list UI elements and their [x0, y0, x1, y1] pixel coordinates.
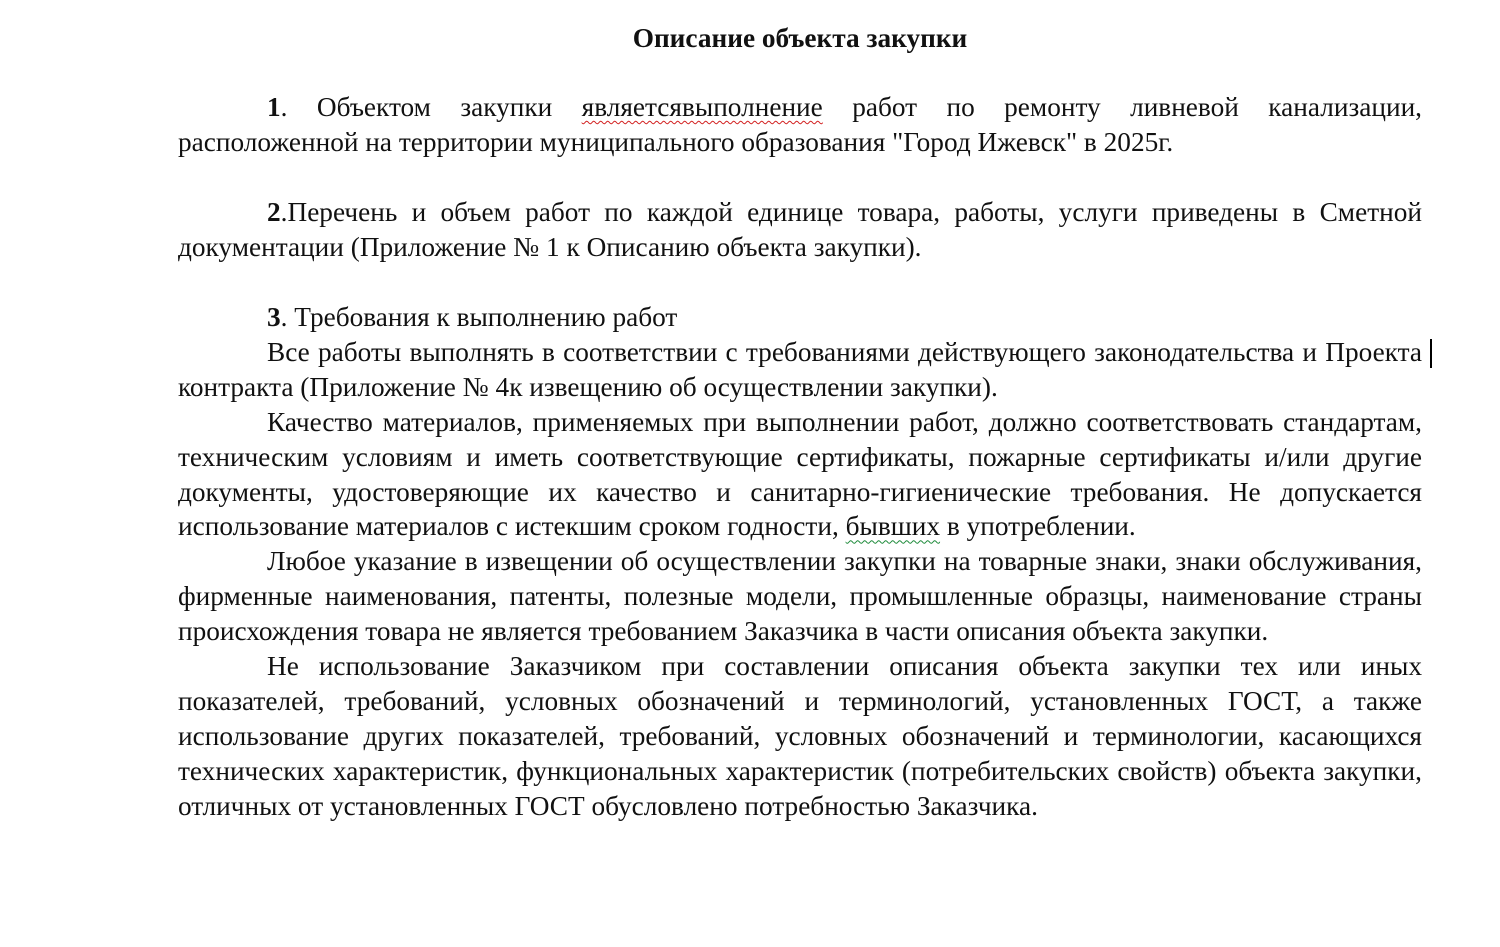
section-1-number: 1 — [267, 92, 281, 122]
section-1-paragraph — [178, 90, 1422, 160]
misspelled-word[interactable]: являетсявыполнение — [581, 92, 823, 122]
document-title: Описание объекта закупки — [632, 23, 968, 53]
section-3-paragraph-2-after: в употреблении. — [940, 511, 1136, 542]
grammar-flagged-word[interactable]: бывших — [845, 511, 941, 542]
section-2-paragraph — [178, 195, 1422, 265]
section-3-paragraph-3: Любое указание в извещении об осуществлении закупки на товарные знаки, знаки обслуживания, фирменные наименования, патенты, полезные модели, промышленные образцы, наименование страны происхождения товара не является требованием Заказчика в части описания объекта закупки. — [178, 546, 1422, 647]
section-3-paragraph-1: Все работы выполнять в соответствии с требованиями действующего законодательства и Проекта контракта (Приложение № 4к извещению об осуществлении закупки). — [178, 336, 1422, 402]
section-3-paragraph-2 — [178, 405, 1422, 545]
section-2-number: 2 — [267, 197, 281, 227]
text-cursor — [1430, 339, 1432, 368]
section-3-heading — [178, 300, 1422, 335]
section-1 — [178, 90, 1422, 160]
section-1-text-after: работ по ремонту ливневой канализации, расположенной на территории муниципального образования "Город Ижевск" в 2025г. — [178, 92, 1422, 157]
section-3 — [178, 300, 1422, 824]
section-2 — [178, 195, 1422, 265]
section-3-paragraph-2-before: Качество материалов, применяемых при выполнении работ, должно соответствовать стандартам, техническим условиям и иметь соответствующие сертификаты, пожарные сертификаты и/или другие документы, удостоверяющие их качество и санитарно-гигиенические требования. Не допускается использование материалов с истекшим сроком годности, — [178, 406, 1422, 542]
section-3-paragraph-4: Не использование Заказчиком при составлении описания объекта закупки тех или иных показателей, требований, условных обозначений и терминологий, установленных ГОСТ, а также использование других показателей, требований, условных обозначений и терминологии, касающихся технических характеристик, функциональных характеристик (потребительских свойств) объекта закупки, отличных от установленных ГОСТ обусловлено потребностью Заказчика. — [178, 651, 1422, 821]
section-3-heading-text: . Требования к выполнению работ — [280, 302, 678, 332]
section-2-text: .Перечень и объем работ по каждой единице товара, работы, услуги приведены в Сметной документации (Приложение № 1 к Описанию объекта закупки). — [178, 197, 1422, 262]
section-1-text-before: . Объектом закупки — [280, 92, 582, 122]
section-3-number: 3 — [267, 302, 281, 332]
